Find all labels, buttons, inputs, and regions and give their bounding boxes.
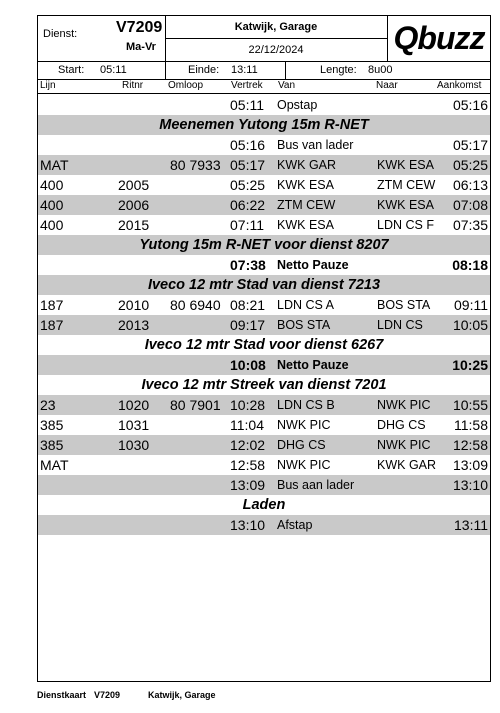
- cell-van: Bus van lader: [277, 138, 354, 152]
- cell-van: LDN CS A: [277, 298, 334, 312]
- cell-omloop: 80 7933: [170, 157, 221, 173]
- cell-van: NWK PIC: [277, 458, 331, 472]
- table-row: [38, 295, 490, 315]
- table-row: [38, 255, 490, 275]
- cell-aankomst: 12:58: [452, 437, 488, 453]
- cell-aankomst: 11:58: [454, 417, 488, 433]
- cell-aankomst: 10:25: [452, 357, 488, 373]
- cell-aankomst: 13:11: [454, 517, 488, 533]
- cell-aankomst: 06:13: [452, 177, 488, 193]
- cell-aankomst: 05:16: [452, 97, 488, 113]
- cell-naar: ZTM CEW: [377, 178, 436, 192]
- cell-vertrek: 10:28: [230, 397, 266, 413]
- dienst-number: V7209: [116, 19, 163, 36]
- section-title: Iveco 12 mtr Streek van dienst 7201: [141, 377, 387, 393]
- table-row: [38, 95, 490, 115]
- dienst-label: Dienst:: [43, 28, 78, 40]
- table-row: [38, 315, 490, 335]
- cell-aankomst: 07:08: [452, 197, 488, 213]
- cell-naar: KWK GAR: [377, 458, 437, 472]
- cell-van: LDN CS B: [277, 398, 335, 412]
- cell-aankomst: 07:35: [452, 217, 488, 233]
- cell-vertrek: 11:04: [230, 417, 264, 433]
- cell-van: ZTM CEW: [277, 198, 336, 212]
- table-row: [38, 135, 490, 155]
- footer-label: Dienstkaart: [37, 690, 87, 700]
- cell-van: KWK ESA: [277, 178, 334, 192]
- cell-naar: LDN CS: [377, 318, 423, 332]
- cell-naar: LDN CS F: [377, 218, 434, 232]
- cell-van: DHG CS: [277, 438, 326, 452]
- cell-ritnr: 2005: [118, 177, 150, 193]
- cell-ritnr: 2010: [118, 297, 150, 313]
- times-bar: [38, 62, 490, 80]
- cell-aankomst: 05:17: [452, 137, 488, 153]
- cell-vertrek: 13:10: [230, 517, 266, 533]
- table-row: [38, 355, 490, 375]
- cell-lijn: 187: [40, 297, 64, 313]
- section-title: Meenemen Yutong 15m R-NET: [38, 115, 490, 135]
- table-row: [38, 415, 490, 435]
- table-row: [38, 215, 490, 235]
- location-date-box: [165, 16, 388, 61]
- cell-ritnr: 2013: [118, 317, 150, 333]
- cell-naar: NWK PIC: [377, 438, 431, 452]
- cell-ritnr: 2015: [118, 217, 150, 233]
- table-row: [38, 455, 490, 475]
- cell-aankomst: 09:11: [454, 297, 488, 313]
- cell-vertrek: 05:16: [230, 137, 266, 153]
- cell-omloop: 80 6940: [170, 297, 221, 313]
- table-row: [38, 175, 490, 195]
- cell-vertrek: 13:09: [230, 477, 266, 493]
- location: Katwijk, Garage: [165, 16, 387, 39]
- cell-aankomst: 08:18: [452, 257, 488, 273]
- start-label: Start:: [58, 64, 85, 76]
- cell-vertrek: 08:21: [230, 297, 266, 313]
- cell-van: KWK ESA: [277, 218, 334, 232]
- cell-vertrek: 05:17: [230, 157, 266, 173]
- cell-vertrek: 06:22: [230, 197, 266, 213]
- lengte-value: 8u00: [368, 64, 393, 76]
- cell-vertrek: 09:17: [230, 317, 266, 333]
- table-row: [38, 395, 490, 415]
- cell-vertrek: 10:08: [230, 357, 266, 373]
- cell-omloop: 80 7901: [170, 397, 221, 413]
- cell-ritnr: 1031: [118, 417, 150, 433]
- cell-lijn: MAT: [40, 457, 69, 473]
- dienst-days: Ma-Vr: [126, 41, 156, 53]
- cell-naar: KWK ESA: [377, 198, 434, 212]
- table-row: [38, 155, 490, 175]
- table-row: [38, 515, 490, 535]
- cell-ritnr: 1030: [118, 437, 150, 453]
- date: 22/12/2024: [248, 44, 304, 56]
- col-lijn: Lijn: [40, 80, 56, 91]
- cell-lijn: 385: [40, 437, 64, 453]
- col-ritnr: Ritnr: [122, 80, 144, 91]
- cell-lijn: 400: [40, 217, 64, 233]
- cell-van: Netto Pauze: [277, 358, 349, 372]
- cell-van: KWK GAR: [277, 158, 337, 172]
- cell-lijn: 23: [40, 397, 56, 413]
- cell-lijn: 187: [40, 317, 64, 333]
- section-title: Iveco 12 mtr Stad van dienst 7213: [38, 275, 490, 295]
- cell-van: NWK PIC: [277, 418, 331, 432]
- qbuzz-logo: Qbuzz: [393, 20, 485, 56]
- cell-lijn: MAT: [40, 157, 69, 173]
- cell-naar: DHG CS: [377, 418, 426, 432]
- cell-vertrek: 05:25: [230, 177, 266, 193]
- col-van: Van: [278, 80, 296, 91]
- cell-aankomst: 05:25: [452, 157, 488, 173]
- section-title: Iveco 12 mtr Stad voor dienst 6267: [144, 337, 384, 353]
- col-aankomst: Aankomst: [437, 80, 482, 91]
- cell-aankomst: 13:10: [452, 477, 488, 493]
- cell-aankomst: 10:05: [452, 317, 488, 333]
- einde-value: 13:11: [231, 64, 258, 76]
- cell-lijn: 400: [40, 197, 64, 213]
- table-row: [38, 435, 490, 455]
- schedule-table: [38, 95, 490, 535]
- cell-ritnr: 2006: [118, 197, 150, 213]
- cell-vertrek: 12:02: [230, 437, 266, 453]
- col-omloop: Omloop: [168, 80, 204, 91]
- cell-lijn: 385: [40, 417, 64, 433]
- cell-naar: NWK PIC: [377, 398, 431, 412]
- cell-vertrek: 07:11: [230, 217, 264, 233]
- card-header: [38, 16, 490, 62]
- cell-aankomst: 13:09: [452, 457, 488, 473]
- divider: [165, 62, 166, 79]
- cell-naar: BOS STA: [377, 298, 431, 312]
- footer-location: Katwijk, Garage: [148, 690, 216, 700]
- divider: [285, 62, 286, 79]
- cell-van: Netto Pauze: [277, 258, 349, 272]
- section-title: Yutong 15m R-NET voor dienst 8207: [38, 235, 490, 255]
- cell-van: Bus aan lader: [277, 478, 355, 492]
- dienst-box: [38, 16, 166, 61]
- cell-aankomst: 10:55: [452, 397, 488, 413]
- section-title: Laden: [242, 497, 286, 513]
- cell-van: Opstap: [277, 98, 318, 112]
- cell-vertrek: 05:11: [230, 97, 264, 113]
- cell-van: BOS STA: [277, 318, 331, 332]
- cell-vertrek: 07:38: [230, 257, 266, 273]
- col-naar: Naar: [376, 80, 398, 91]
- lengte-label: Lengte:: [320, 64, 357, 76]
- table-row: [38, 195, 490, 215]
- column-header: [38, 80, 490, 94]
- cell-ritnr: 1020: [118, 397, 150, 413]
- col-vertrek: Vertrek: [231, 80, 263, 91]
- footer-dienst: V7209: [94, 690, 121, 700]
- einde-label: Einde:: [188, 64, 220, 76]
- cell-van: Afstap: [277, 518, 313, 532]
- table-row: [38, 475, 490, 495]
- cell-vertrek: 12:58: [230, 457, 266, 473]
- start-value: 05:11: [100, 64, 127, 76]
- cell-naar: KWK ESA: [377, 158, 434, 172]
- service-card: [37, 15, 491, 682]
- cell-lijn: 400: [40, 177, 64, 193]
